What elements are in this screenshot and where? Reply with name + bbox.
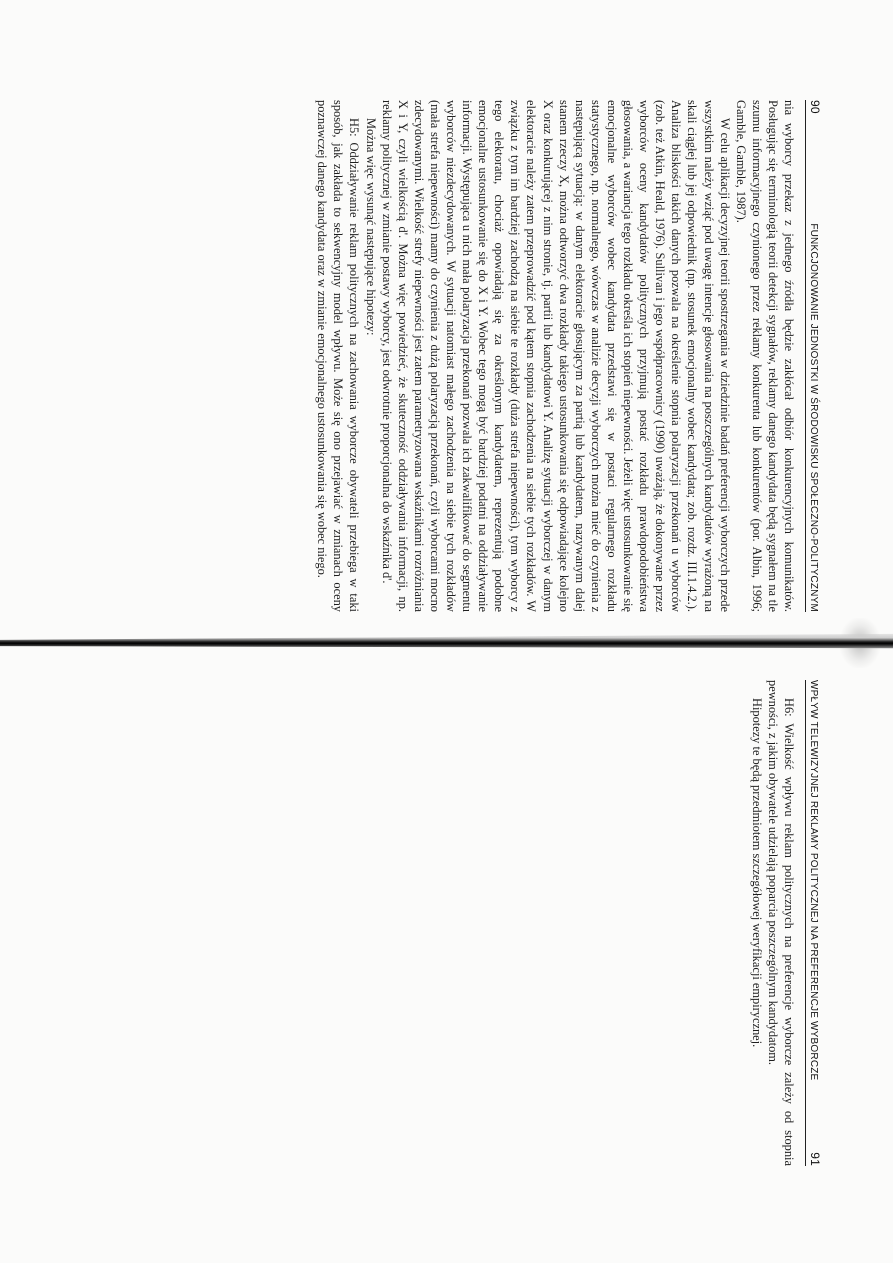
- hypothesis-h5: H5: Oddziaływanie reklam politycznych na zachowania wyborcze obywateli przebiega w taki sposób, jak zakłada to sekwencyjny model wpływu. Może się ono przejawiać w zmianach oceny poznawczej danego kandydata oraz w zmianie emocjonalnego ustosunkowania się wobec niego.: [315, 100, 362, 612]
- running-header: [805, 100, 822, 612]
- page-body: [749, 680, 797, 1166]
- page-91: [722, 680, 822, 1166]
- paragraph: Hipotezy te będą przedmiotem szczegółowej weryfikacji empirycznej.: [749, 698, 764, 1048]
- running-header: [805, 680, 822, 1166]
- hypothesis-h6: H6: Wielkość wpływu reklam politycznych na preferencje wyborcze zależy od stopnia pewności, z jakim obywatele udzielają poparcia poszczególnym kandydatom.: [765, 680, 796, 1166]
- page-90: [87, 100, 822, 612]
- page-body: [314, 100, 797, 612]
- running-head-title: FUNKCJONOWANIE JEDNOSTKI W ŚRODOWISKU SPOŁECZNO-POLITYCZNYM: [808, 223, 819, 612]
- paragraph: nia wyborcy przekaz z jednego źródła będzie zakłócał odbiór konkurencyjnych komunikatów. Posługując się terminologią teorii detekcji sygnałów, reklamy danego kandydata będą sygnałem na tle szumu informacyjnego czynionego przez reklamy konkurenta lub konkurentów (por. Albin, 1996; Gamble, Gamble, 1987).: [733, 100, 796, 612]
- page-number: 91: [808, 1152, 822, 1166]
- page-number: 90: [808, 100, 822, 114]
- paragraph: W celu aplikacji decyzyjnej teorii spostrzegania w dziedzinie badań preferencji wyborczych przede wszystkim należy wziąć pod uwagę intencje głosowania na poszczególnych kandydatów wyrażoną na skali ciągłej lub jej odpowiednik (np. stosunek emocjonalny wobec kandydata; zob. rozdz. III.1.4.2.). Analiza bliskości takich danych pozwala na określenie stopnia polaryzacji przekonań u wyborców (zob. też Atkin, Heald, 1976). Sullivan i jego współpracownicy (1990) uważają, że dokonywane przez wyborców oceny kandydatów politycznych przyjmują postać rozkładu prawdopodobieństwa głosowania, a wariancja tego rozkładu określa ich stopień niepewności. Jeżeli więc ustosunkowanie się emocjonalne wyborców wobec kandydata przedstawi się w postaci regularnego rozkładu statystycznego, np. normalnego, wówczas w analizie decyzji wyborczych można mieć do czynienia z następującą sytuacją: w danym elektoracie głosującym za partią lub kandydatem, nazywanym dalej stanem rzeczy X, można odtworzyć dwa rozkłady takiego ustosunkowania się odpowiadające kolejno X oraz konkurującej z nim stronie, tj. partii lub kandydatowi Y. Analizę sytuacji wyborczej w danym elektoracie należy zatem przeprowadzić pod kątem stopnia zachodzenia na siebie tych rozkładów. W związku z tym im bardziej zachodzą na siebie te rozkłady (duża strefa niepewności), tym wyborcy z tego elektoratu, chociaż opowiadają się za określonym kandydatem, reprezentują podobne emocjonalne ustosunkowanie się do X i Y. Wobec tego mogą być bardziej podatni na oddziaływanie informacji. Występująca u nich mała polaryzacja przekonań pozwala ich zakwalifikować do segmentu wyborców niezdecydowanych. W sytuacji natomiast małego zachodzenia na siebie tych rozkładów (mała strefa niepewności) mamy do czynienia z dużą polaryzacją przekonań, czyli wyborcami mocno zdecydowanymi. Wielkość strefy niepewności jest zatem parametryzowana wskaźnikami rozróżniania X i Y, czyli wielkością d'. Można więc powiedzieć, że skuteczność oddziaływania informacji, np. reklamy politycznej w zmianie postawy wyborcy, jest odwrotnie proporcjonalna do wskaźnika d'.: [379, 100, 732, 612]
- running-head-title: WPŁYW TELEWIZYJNEJ REKLAMY POLITYCZNEJ NA PREFERENCJE WYBORCZE: [808, 680, 819, 1081]
- paragraph: Można więc wysunąć następujące hipotezy:: [363, 118, 378, 336]
